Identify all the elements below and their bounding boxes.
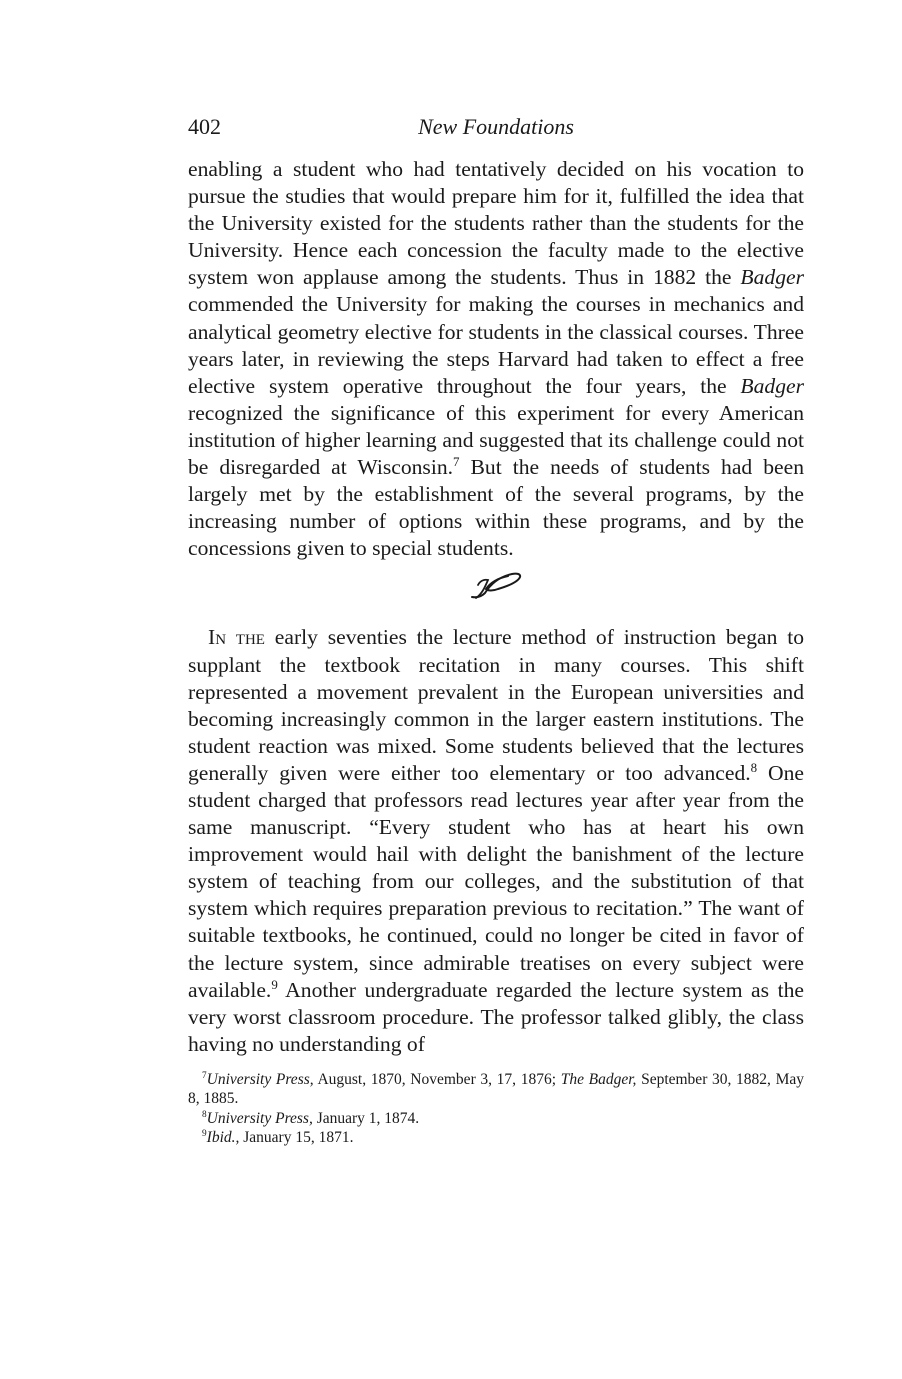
book-page xyxy=(188,112,804,1148)
footnote-8-title: University Press, xyxy=(206,1109,313,1127)
footnote-7-text-1: August, 1870, November 3, 17, 1876; xyxy=(313,1070,561,1088)
leaf-ornament-icon xyxy=(188,567,804,611)
page-header xyxy=(188,112,804,146)
paragraph-1-part-4: But the needs of students had been largely met by the establishment of the several programs, by the increasing number of options within these programs, and by the concessions given to special students. xyxy=(188,455,804,561)
footnote-ref-9: 9 xyxy=(271,976,278,992)
footnote-ref-8: 8 xyxy=(750,759,758,775)
paragraph-1 xyxy=(188,156,804,562)
running-title: New Foundations xyxy=(418,114,574,139)
badger-title-2: Badger xyxy=(740,373,804,398)
footnote-9-text: January 15, 1871. xyxy=(239,1129,354,1147)
footnotes xyxy=(188,1070,804,1148)
footnote-9 xyxy=(188,1128,804,1148)
paragraph-1-part-2: commended the University for making the courses in mechanics and analytical geometry elective for students in the classical courses. Three years later, in reviewing the steps Harvard had taken to effect a free elective system operative throughout the four years, the xyxy=(188,292,804,398)
paragraph-2-part-3: Another undergraduate regarded the lecture system as the very worst classroom procedure. The professor talked glibly, the class having no understanding of xyxy=(188,977,804,1056)
page-number: 402 xyxy=(188,114,221,139)
leaf-ornament-svg xyxy=(468,567,524,603)
footnote-7-title-2: The Badger, xyxy=(560,1070,637,1088)
footnote-9-title: Ibid., xyxy=(206,1129,240,1147)
footnote-9-mark: 9 xyxy=(202,1129,207,1140)
paragraph-2-part-2: One student charged that professors read lectures year after year from the same manuscript. “Every student who has at heart his own improvement would hail with delight the banishment of the lecture system of teaching from our colleges, and the substitution of that system which requires preparation previous to recitation.” The want of suitable textbooks, he continued, could no longer be cited in favor of the lecture system, since admirable treatises on every subject were available. xyxy=(188,760,805,1002)
body-text xyxy=(188,156,804,1058)
footnote-7-mark: 7 xyxy=(202,1070,207,1081)
paragraph-1-part-3: recognized the significance of this experiment for every American institution of higher learning and suggested that its challenge could not be disregarded at Wisconsin. xyxy=(188,400,804,480)
footnote-ref-7: 7 xyxy=(453,453,460,469)
paragraph-1-part-1: enabling a student who had tentatively decided on his vocation to pursue the studies that would prepare him for it, fulfilled the idea that the University existed for the students rather than the students for the University. Hence each concession the faculty made to the elective system won applause among the students. Thus in 1882 the xyxy=(188,157,804,290)
footnote-7-text-2: September 30, 1882, May 8, 1885. xyxy=(188,1070,805,1108)
footnote-7-title-1: University Press, xyxy=(206,1070,314,1088)
footnote-8-text: January 1, 1874. xyxy=(312,1109,420,1127)
footnote-8 xyxy=(188,1109,804,1129)
paragraph-2-lead: In the xyxy=(208,625,265,650)
footnote-8-mark: 8 xyxy=(202,1109,207,1120)
badger-title-1: Badger xyxy=(740,265,804,290)
paragraph-2 xyxy=(188,624,804,1058)
paragraph-2-part-1: early seventies the lecture method of instruction began to supplant the textbook recitation in many courses. This shift represented a movement prevalent in the European universities and becoming increasingly common in the larger eastern institutions. The student reaction was mixed. Some students believed that the lectures generally given were either too elementary or too advanced. xyxy=(188,625,804,785)
footnote-7 xyxy=(188,1070,804,1109)
